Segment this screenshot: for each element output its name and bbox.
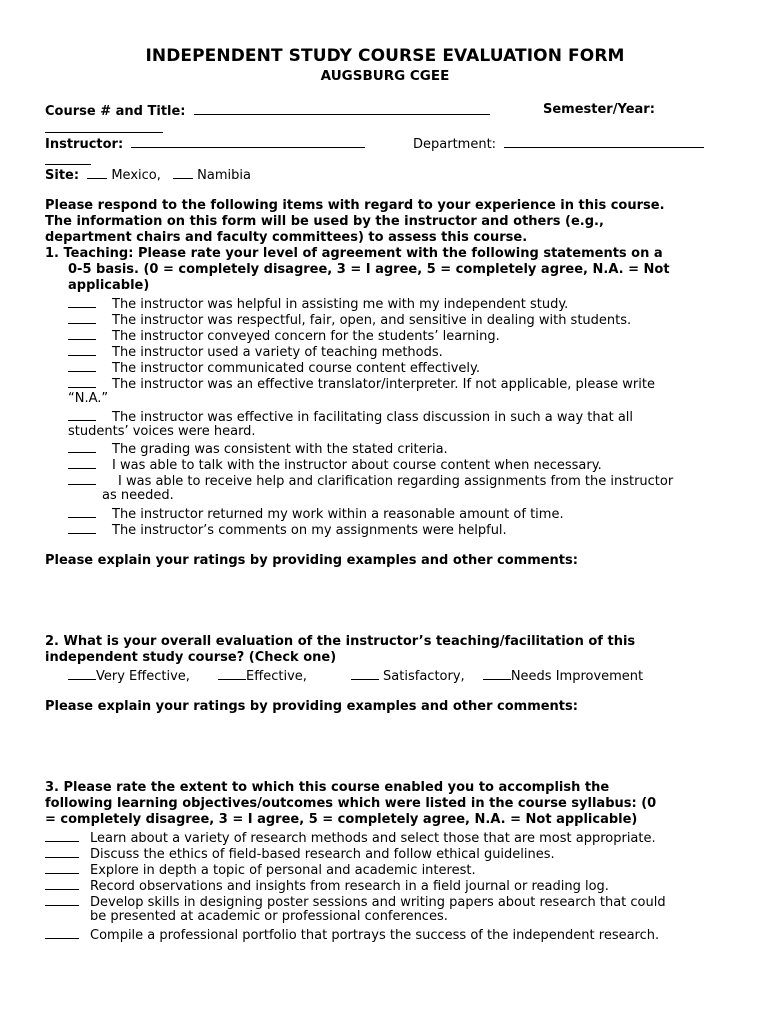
rating-blank[interactable] — [68, 521, 96, 534]
objective-item-text: Record observations and insights from research in a field journal or reading log. — [90, 879, 609, 894]
department-field[interactable] — [504, 135, 704, 148]
teaching-item-text: The instructor conveyed concern for the students’ learning. — [112, 329, 500, 344]
section-2-heading-line-2: independent study course? (Check one) — [45, 650, 337, 665]
satisfactory-checkbox[interactable] — [351, 667, 379, 680]
rating-blank[interactable] — [68, 359, 96, 372]
site-label: Site: — [45, 168, 80, 183]
form-subtitle: AUGSBURG CGEE — [320, 68, 450, 84]
instructor-field[interactable] — [131, 135, 365, 148]
objective-item-text: Explore in depth a topic of personal and academic interest. — [90, 863, 476, 878]
section-3-heading-line-2: following learning objectives/outcomes which were listed in the course syllabus: (0 — [45, 796, 657, 811]
section-2-comments-area[interactable] — [45, 718, 725, 774]
objective-item-text: Learn about a variety of research methods and select those that are most appropriate. — [90, 831, 656, 846]
section-1-comments-area[interactable] — [45, 572, 725, 628]
objective-item-text: Develop skills in designing poster sessions and writing papers about research that could — [90, 895, 666, 910]
rating-blank[interactable] — [68, 375, 96, 388]
site-namibia-checkbox[interactable] — [173, 166, 193, 179]
objective-item-continued: be presented at academic or professional conferences. — [90, 909, 448, 924]
objective-item-text: Compile a professional portfolio that portrays the success of the independent research. — [90, 928, 660, 943]
rating-blank[interactable] — [68, 408, 96, 421]
teaching-item-text: The instructor communicated course content effectively. — [112, 361, 480, 376]
teaching-item-text: The instructor was an effective translator/interpreter. If not applicable, please write — [112, 377, 655, 392]
very-effective-checkbox[interactable] — [68, 667, 96, 680]
section-1-explain-prompt: Please explain your ratings by providing examples and other comments: — [45, 553, 578, 568]
teaching-item-text: I was able to receive help and clarification regarding assignments from the instructor — [118, 474, 674, 489]
teaching-item-text: The instructor returned my work within a reasonable amount of time. — [112, 507, 564, 522]
rating-blank[interactable] — [68, 295, 96, 308]
rating-blank[interactable] — [68, 327, 96, 340]
section-1-heading-line-1: 1. Teaching: Please rate your level of agreement with the following statements on a — [45, 246, 663, 261]
section-3-heading-line-3: = completely disagree, 3 = I agree, 5 = completely agree, N.A. = Not applicable) — [45, 812, 638, 827]
semester-year-field[interactable] — [45, 120, 163, 133]
section-3-heading-line-1: 3. Please rate the extent to which this course enabled you to accomplish the — [45, 780, 610, 795]
course-title-label: Course # and Title: — [45, 104, 186, 119]
teaching-item-text: The instructor was helpful in assisting me with my independent study. — [112, 297, 569, 312]
needs-improvement-checkbox[interactable] — [483, 667, 511, 680]
teaching-item-text: The grading was consistent with the stated criteria. — [112, 442, 448, 457]
rating-blank[interactable] — [68, 505, 96, 518]
rating-blank[interactable] — [68, 311, 96, 324]
semester-year-label: Semester/Year: — [543, 102, 655, 117]
teaching-item-text: I was able to talk with the instructor about course content when necessary. — [112, 458, 602, 473]
teaching-item-text: The instructor used a variety of teaching methods. — [112, 345, 443, 360]
site-mexico-checkbox[interactable] — [87, 166, 107, 179]
section-1-heading-line-3: applicable) — [68, 278, 150, 293]
rating-blank[interactable] — [68, 472, 96, 485]
course-title-field[interactable] — [194, 102, 490, 115]
instructor-label: Instructor: — [45, 137, 124, 152]
rating-blank[interactable] — [45, 877, 79, 890]
teaching-item-text: The instructor was respectful, fair, open, and sensitive in dealing with students. — [112, 313, 632, 328]
department-label: Department: — [413, 137, 497, 152]
rating-blank[interactable] — [45, 829, 79, 842]
teaching-item-text: The instructor was effective in facilitating class discussion in such a way that all — [112, 410, 634, 425]
rating-blank[interactable] — [68, 440, 96, 453]
intro-line-2: The information on this form will be used by the instructor and others (e.g., — [45, 214, 604, 229]
objective-item-text: Discuss the ethics of field-based research and follow ethical guidelines. — [90, 847, 555, 862]
section-2-heading-line-1: 2. What is your overall evaluation of the instructor’s teaching/facilitation of this — [45, 634, 636, 649]
teaching-item — [68, 375, 655, 393]
intro-line-3: department chairs and faculty committees) to assess this course. — [45, 230, 528, 245]
effective-checkbox[interactable] — [218, 667, 246, 680]
objective-item — [45, 926, 659, 944]
needs-improvement-label: Needs Improvement — [510, 669, 644, 684]
section-2-options-row — [68, 667, 643, 685]
site-mexico-label: Mexico, — [111, 168, 161, 183]
teaching-item-continued: as needed. — [102, 488, 174, 503]
teaching-item — [68, 521, 507, 539]
rating-blank[interactable] — [68, 343, 96, 356]
rating-blank[interactable] — [45, 926, 79, 939]
effective-label: Effective, — [246, 669, 307, 684]
rating-blank[interactable] — [68, 456, 96, 469]
form-title: INDEPENDENT STUDY COURSE EVALUATION FORM — [145, 46, 625, 66]
rating-blank[interactable] — [45, 845, 79, 858]
site-row — [45, 166, 251, 184]
rating-blank[interactable] — [45, 893, 79, 906]
satisfactory-label: Satisfactory, — [383, 669, 465, 684]
section-1-heading-line-2: 0-5 basis. (0 = completely disagree, 3 = I agree, 5 = completely agree, N.A. = Not — [68, 262, 670, 277]
rating-blank[interactable] — [45, 861, 79, 874]
teaching-item-continued: students’ voices were heard. — [68, 424, 256, 439]
instructor-row — [45, 135, 365, 153]
teaching-item-continued: “N.A.” — [68, 391, 109, 406]
teaching-item-text: The instructor’s comments on my assignments were helpful. — [112, 523, 507, 538]
site-namibia-label: Namibia — [197, 168, 251, 183]
very-effective-label: Very Effective, — [96, 669, 190, 684]
department-row — [413, 135, 704, 153]
department-field-continued[interactable] — [45, 152, 91, 165]
course-title-row — [45, 102, 490, 120]
intro-line-1: Please respond to the following items with regard to your experience in this course. — [45, 198, 665, 213]
section-2-explain-prompt: Please explain your ratings by providing examples and other comments: — [45, 699, 578, 714]
